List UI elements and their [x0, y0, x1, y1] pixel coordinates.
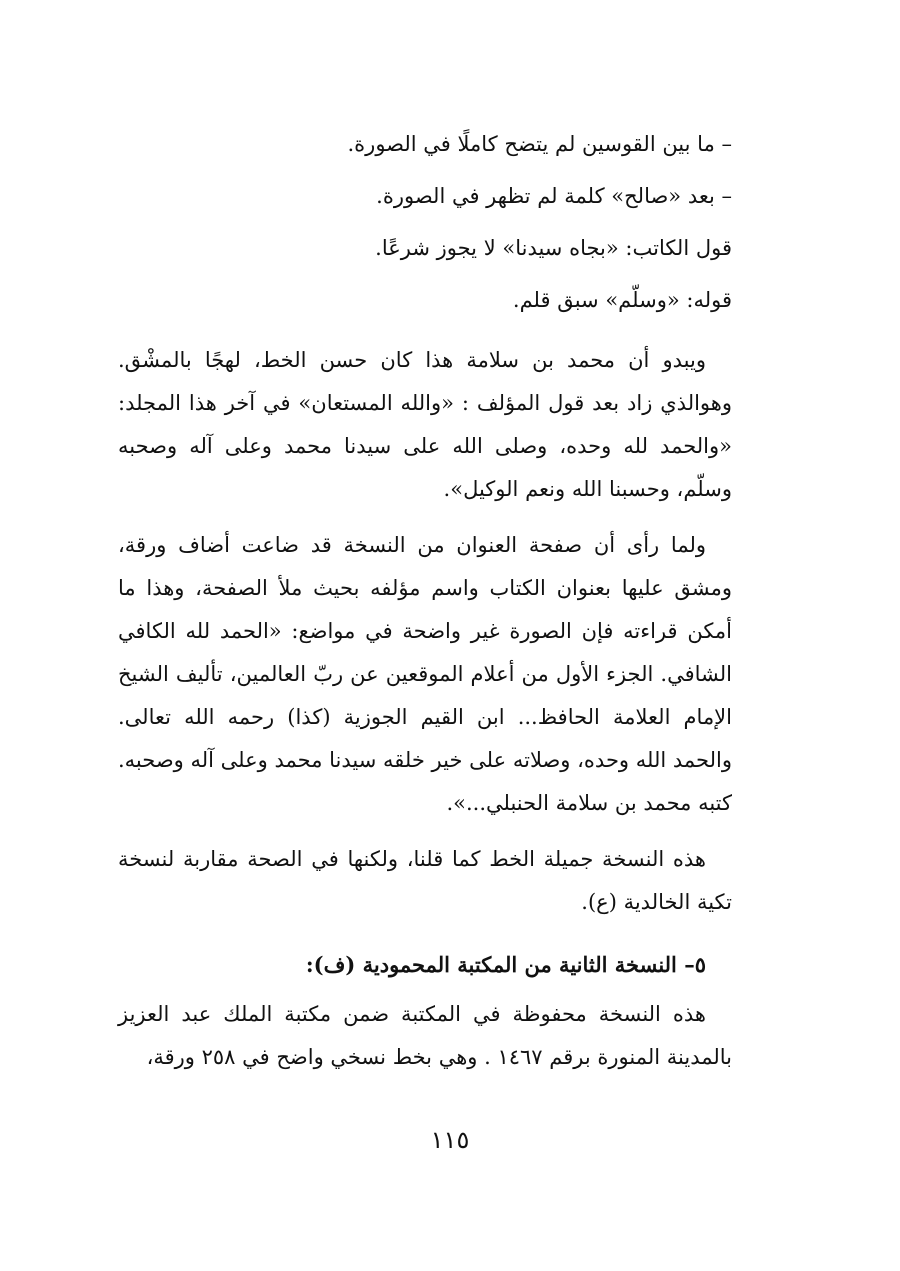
- footnote-line: قوله: «وسلّم» سبق قلم.: [512, 288, 732, 312]
- spacer: [118, 924, 732, 937]
- page-number: ١١٥: [430, 1126, 470, 1154]
- body-paragraph: هذه النسخة جميلة الخط كما قلنا، ولكنها في الصحة مقاربة لنسخة تكية الخالدية (ع).: [118, 847, 732, 914]
- section-heading: ٥– النسخة الثانية من المكتبة المحمودية (ف):: [305, 952, 706, 977]
- body-paragraph: هذه النسخة محفوظة في المكتبة ضمن مكتبة الملك عبد العزيز بالمدينة المنورة برقم ١٤٦٧ . وهي بخط نسخي واضح في ٢٥٨ ورقة،: [118, 1002, 732, 1069]
- page-body: [118, 118, 732, 1079]
- body-paragraph: ويبدو أن محمد بن سلامة هذا كان حسن الخط، لهجًا بالمشْق. وهوالذي زاد بعد قول المؤلف : «والله المستعان» في آخر هذا المجلد: «والحمد لله وحده، وصلى الله على سيدنا محمد وعلى آله وصحبه وسلّم، وحسبنا الله ونعم الوكيل».: [118, 348, 732, 501]
- spacer: [118, 326, 732, 339]
- body-paragraph: ولما رأى أن صفحة العنوان من النسخة قد ضاعت أضاف ورقة، ومشق عليها بعنوان الكتاب واسم مؤلفه بحيث ملأ الصفحة، وهذا ما أمكن قراءته فإن الصورة غير واضحة في مواضع: «الحمد لله الكافي الشافي. الجزء الأول من أعلام الموقعين عن ربّ العالمين، تأليف الشيخ الإمام العلامة الحافظ... ابن القيم الجوزية (كذا) رحمه الله تعالى. والحمد الله وحده، وصلاته على خير خلقه سيدنا محمد وعلى آله وصحبه. كتبه محمد بن سلامة الحنبلي...».: [118, 533, 732, 815]
- spacer: [118, 825, 732, 838]
- spacer: [118, 511, 732, 524]
- footnote-line: قول الكاتب: «بجاه سيدنا» لا يجوز شرعًا.: [375, 236, 732, 260]
- footnote-line: – بعد «صالح» كلمة لم تظهر في الصورة.: [376, 184, 732, 208]
- footnote-line: – ما بين القوسين لم يتضح كاملًا في الصورة.: [347, 132, 732, 156]
